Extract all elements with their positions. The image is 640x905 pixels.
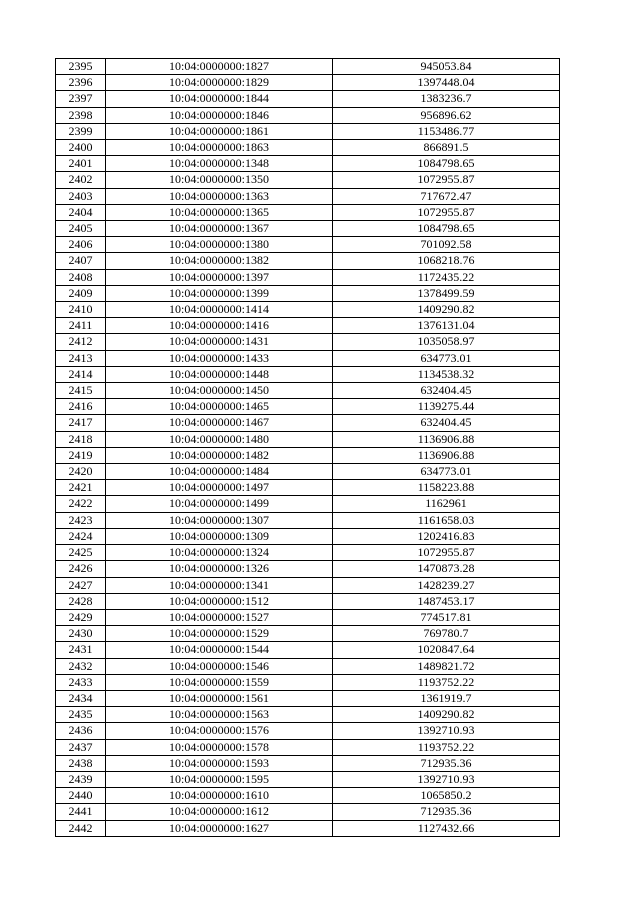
row-index-cell: 2415: [56, 383, 106, 399]
row-index-cell: 2404: [56, 204, 106, 220]
table-row: [56, 156, 560, 172]
cadastral-number-cell: 10:04:0000000:1367: [106, 221, 333, 237]
value-cell: 1065850.2: [333, 788, 560, 804]
value-cell: 1162961: [333, 496, 560, 512]
value-cell: 634773.01: [333, 464, 560, 480]
cadastral-number-cell: 10:04:0000000:1610: [106, 788, 333, 804]
cadastral-number-cell: 10:04:0000000:1595: [106, 771, 333, 787]
row-index-cell: 2399: [56, 123, 106, 139]
cadastral-number-cell: 10:04:0000000:1827: [106, 59, 333, 75]
row-index-cell: 2426: [56, 561, 106, 577]
value-cell: 1487453.17: [333, 593, 560, 609]
cadastral-number-cell: 10:04:0000000:1431: [106, 334, 333, 350]
cadastral-number-cell: 10:04:0000000:1544: [106, 642, 333, 658]
value-cell: 1084798.65: [333, 156, 560, 172]
cadastral-number-cell: 10:04:0000000:1576: [106, 723, 333, 739]
value-cell: 1068218.76: [333, 253, 560, 269]
value-cell: 1361919.7: [333, 690, 560, 706]
value-cell: 769780.7: [333, 626, 560, 642]
cadastral-number-cell: 10:04:0000000:1399: [106, 285, 333, 301]
table-row: [56, 447, 560, 463]
value-cell: 1020847.64: [333, 642, 560, 658]
row-index-cell: 2400: [56, 140, 106, 156]
table-row: [56, 626, 560, 642]
row-index-cell: 2397: [56, 91, 106, 107]
row-index-cell: 2421: [56, 480, 106, 496]
cadastral-number-cell: 10:04:0000000:1578: [106, 739, 333, 755]
table-row: [56, 561, 560, 577]
row-index-cell: 2413: [56, 350, 106, 366]
cadastral-number-cell: 10:04:0000000:1382: [106, 253, 333, 269]
value-cell: 1161658.03: [333, 512, 560, 528]
table-row: [56, 642, 560, 658]
cadastral-number-cell: 10:04:0000000:1482: [106, 447, 333, 463]
cadastral-number-cell: 10:04:0000000:1844: [106, 91, 333, 107]
row-index-cell: 2418: [56, 431, 106, 447]
cadastral-number-cell: 10:04:0000000:1348: [106, 156, 333, 172]
value-cell: 956896.62: [333, 107, 560, 123]
table-row: [56, 658, 560, 674]
value-cell: 1470873.28: [333, 561, 560, 577]
value-cell: 712935.36: [333, 804, 560, 820]
value-cell: 632404.45: [333, 415, 560, 431]
table-row: [56, 253, 560, 269]
table-row: [56, 593, 560, 609]
value-cell: 701092.58: [333, 237, 560, 253]
cadastral-number-cell: 10:04:0000000:1448: [106, 366, 333, 382]
row-index-cell: 2427: [56, 577, 106, 593]
row-index-cell: 2436: [56, 723, 106, 739]
table-row: [56, 107, 560, 123]
row-index-cell: 2408: [56, 269, 106, 285]
row-index-cell: 2423: [56, 512, 106, 528]
table-row: [56, 140, 560, 156]
row-index-cell: 2420: [56, 464, 106, 480]
cadastral-number-cell: 10:04:0000000:1480: [106, 431, 333, 447]
row-index-cell: 2424: [56, 528, 106, 544]
table-row: [56, 755, 560, 771]
value-cell: 1136906.88: [333, 431, 560, 447]
cadastral-number-cell: 10:04:0000000:1484: [106, 464, 333, 480]
row-index-cell: 2431: [56, 642, 106, 658]
cadastral-number-cell: 10:04:0000000:1307: [106, 512, 333, 528]
cadastral-number-cell: 10:04:0000000:1612: [106, 804, 333, 820]
table-row: [56, 804, 560, 820]
cadastral-number-cell: 10:04:0000000:1512: [106, 593, 333, 609]
row-index-cell: 2406: [56, 237, 106, 253]
value-cell: 1072955.87: [333, 204, 560, 220]
table-row: [56, 415, 560, 431]
cadastral-number-cell: 10:04:0000000:1561: [106, 690, 333, 706]
cadastral-number-cell: 10:04:0000000:1465: [106, 399, 333, 415]
table-row: [56, 480, 560, 496]
value-cell: 1392710.93: [333, 771, 560, 787]
cadastral-number-cell: 10:04:0000000:1350: [106, 172, 333, 188]
row-index-cell: 2410: [56, 302, 106, 318]
table-row: [56, 512, 560, 528]
table-row: [56, 318, 560, 334]
table-row: [56, 75, 560, 91]
cadastral-number-cell: 10:04:0000000:1497: [106, 480, 333, 496]
row-index-cell: 2428: [56, 593, 106, 609]
cadastral-number-cell: 10:04:0000000:1365: [106, 204, 333, 220]
data-table: [55, 58, 560, 837]
cadastral-number-cell: 10:04:0000000:1529: [106, 626, 333, 642]
cadastral-number-cell: 10:04:0000000:1846: [106, 107, 333, 123]
row-index-cell: 2434: [56, 690, 106, 706]
cadastral-number-cell: 10:04:0000000:1861: [106, 123, 333, 139]
value-cell: 1136906.88: [333, 447, 560, 463]
row-index-cell: 2402: [56, 172, 106, 188]
table-row: [56, 172, 560, 188]
cadastral-number-cell: 10:04:0000000:1397: [106, 269, 333, 285]
table-row: [56, 350, 560, 366]
table-row: [56, 302, 560, 318]
cadastral-number-cell: 10:04:0000000:1863: [106, 140, 333, 156]
row-index-cell: 2401: [56, 156, 106, 172]
row-index-cell: 2395: [56, 59, 106, 75]
table-row: [56, 91, 560, 107]
value-cell: 1084798.65: [333, 221, 560, 237]
table-row: [56, 820, 560, 836]
cadastral-number-cell: 10:04:0000000:1450: [106, 383, 333, 399]
row-index-cell: 2439: [56, 771, 106, 787]
table-row: [56, 188, 560, 204]
cadastral-number-cell: 10:04:0000000:1414: [106, 302, 333, 318]
table-row: [56, 674, 560, 690]
cadastral-number-cell: 10:04:0000000:1324: [106, 545, 333, 561]
table-row: [56, 496, 560, 512]
row-index-cell: 2440: [56, 788, 106, 804]
cadastral-number-cell: 10:04:0000000:1309: [106, 528, 333, 544]
row-index-cell: 2432: [56, 658, 106, 674]
cadastral-number-cell: 10:04:0000000:1829: [106, 75, 333, 91]
value-cell: 1172435.22: [333, 269, 560, 285]
row-index-cell: 2437: [56, 739, 106, 755]
value-cell: 1153486.77: [333, 123, 560, 139]
table-body: [56, 59, 560, 837]
value-cell: 632404.45: [333, 383, 560, 399]
cadastral-number-cell: 10:04:0000000:1527: [106, 609, 333, 625]
row-index-cell: 2409: [56, 285, 106, 301]
table-row: [56, 269, 560, 285]
value-cell: 1409290.82: [333, 302, 560, 318]
row-index-cell: 2411: [56, 318, 106, 334]
value-cell: 712935.36: [333, 755, 560, 771]
value-cell: 1072955.87: [333, 172, 560, 188]
row-index-cell: 2435: [56, 707, 106, 723]
table-row: [56, 723, 560, 739]
value-cell: 1139275.44: [333, 399, 560, 415]
row-index-cell: 2442: [56, 820, 106, 836]
row-index-cell: 2417: [56, 415, 106, 431]
row-index-cell: 2419: [56, 447, 106, 463]
table-row: [56, 788, 560, 804]
value-cell: 945053.84: [333, 59, 560, 75]
cadastral-number-cell: 10:04:0000000:1467: [106, 415, 333, 431]
value-cell: 1428239.27: [333, 577, 560, 593]
row-index-cell: 2407: [56, 253, 106, 269]
cadastral-number-cell: 10:04:0000000:1433: [106, 350, 333, 366]
value-cell: 1378499.59: [333, 285, 560, 301]
value-cell: 1202416.83: [333, 528, 560, 544]
table-row: [56, 237, 560, 253]
value-cell: 1392710.93: [333, 723, 560, 739]
value-cell: 1158223.88: [333, 480, 560, 496]
table-row: [56, 545, 560, 561]
cadastral-number-cell: 10:04:0000000:1341: [106, 577, 333, 593]
cadastral-number-cell: 10:04:0000000:1627: [106, 820, 333, 836]
table-row: [56, 383, 560, 399]
row-index-cell: 2414: [56, 366, 106, 382]
cadastral-number-cell: 10:04:0000000:1499: [106, 496, 333, 512]
table-row: [56, 690, 560, 706]
table-row: [56, 771, 560, 787]
table-row: [56, 221, 560, 237]
table-row: [56, 464, 560, 480]
value-cell: 1134538.32: [333, 366, 560, 382]
value-cell: 1035058.97: [333, 334, 560, 350]
table-row: [56, 59, 560, 75]
row-index-cell: 2422: [56, 496, 106, 512]
cadastral-number-cell: 10:04:0000000:1363: [106, 188, 333, 204]
cadastral-number-cell: 10:04:0000000:1559: [106, 674, 333, 690]
value-cell: 1193752.22: [333, 739, 560, 755]
row-index-cell: 2416: [56, 399, 106, 415]
value-cell: 1193752.22: [333, 674, 560, 690]
value-cell: 1383236.7: [333, 91, 560, 107]
row-index-cell: 2425: [56, 545, 106, 561]
value-cell: 866891.5: [333, 140, 560, 156]
value-cell: 634773.01: [333, 350, 560, 366]
cadastral-number-cell: 10:04:0000000:1563: [106, 707, 333, 723]
table-row: [56, 528, 560, 544]
table-row: [56, 707, 560, 723]
table-row: [56, 366, 560, 382]
row-index-cell: 2405: [56, 221, 106, 237]
value-cell: 1489821.72: [333, 658, 560, 674]
table-row: [56, 431, 560, 447]
table-row: [56, 204, 560, 220]
cadastral-number-cell: 10:04:0000000:1416: [106, 318, 333, 334]
cadastral-number-cell: 10:04:0000000:1546: [106, 658, 333, 674]
table-row: [56, 123, 560, 139]
cadastral-number-cell: 10:04:0000000:1326: [106, 561, 333, 577]
row-index-cell: 2441: [56, 804, 106, 820]
value-cell: 1127432.66: [333, 820, 560, 836]
value-cell: 1376131.04: [333, 318, 560, 334]
table-row: [56, 739, 560, 755]
table-row: [56, 399, 560, 415]
row-index-cell: 2398: [56, 107, 106, 123]
table-row: [56, 609, 560, 625]
row-index-cell: 2403: [56, 188, 106, 204]
value-cell: 1409290.82: [333, 707, 560, 723]
table-row: [56, 285, 560, 301]
row-index-cell: 2433: [56, 674, 106, 690]
value-cell: 774517.81: [333, 609, 560, 625]
table-row: [56, 577, 560, 593]
cadastral-number-cell: 10:04:0000000:1380: [106, 237, 333, 253]
value-cell: 1072955.87: [333, 545, 560, 561]
row-index-cell: 2438: [56, 755, 106, 771]
row-index-cell: 2430: [56, 626, 106, 642]
value-cell: 717672.47: [333, 188, 560, 204]
row-index-cell: 2396: [56, 75, 106, 91]
cadastral-number-cell: 10:04:0000000:1593: [106, 755, 333, 771]
row-index-cell: 2412: [56, 334, 106, 350]
value-cell: 1397448.04: [333, 75, 560, 91]
table-row: [56, 334, 560, 350]
row-index-cell: 2429: [56, 609, 106, 625]
